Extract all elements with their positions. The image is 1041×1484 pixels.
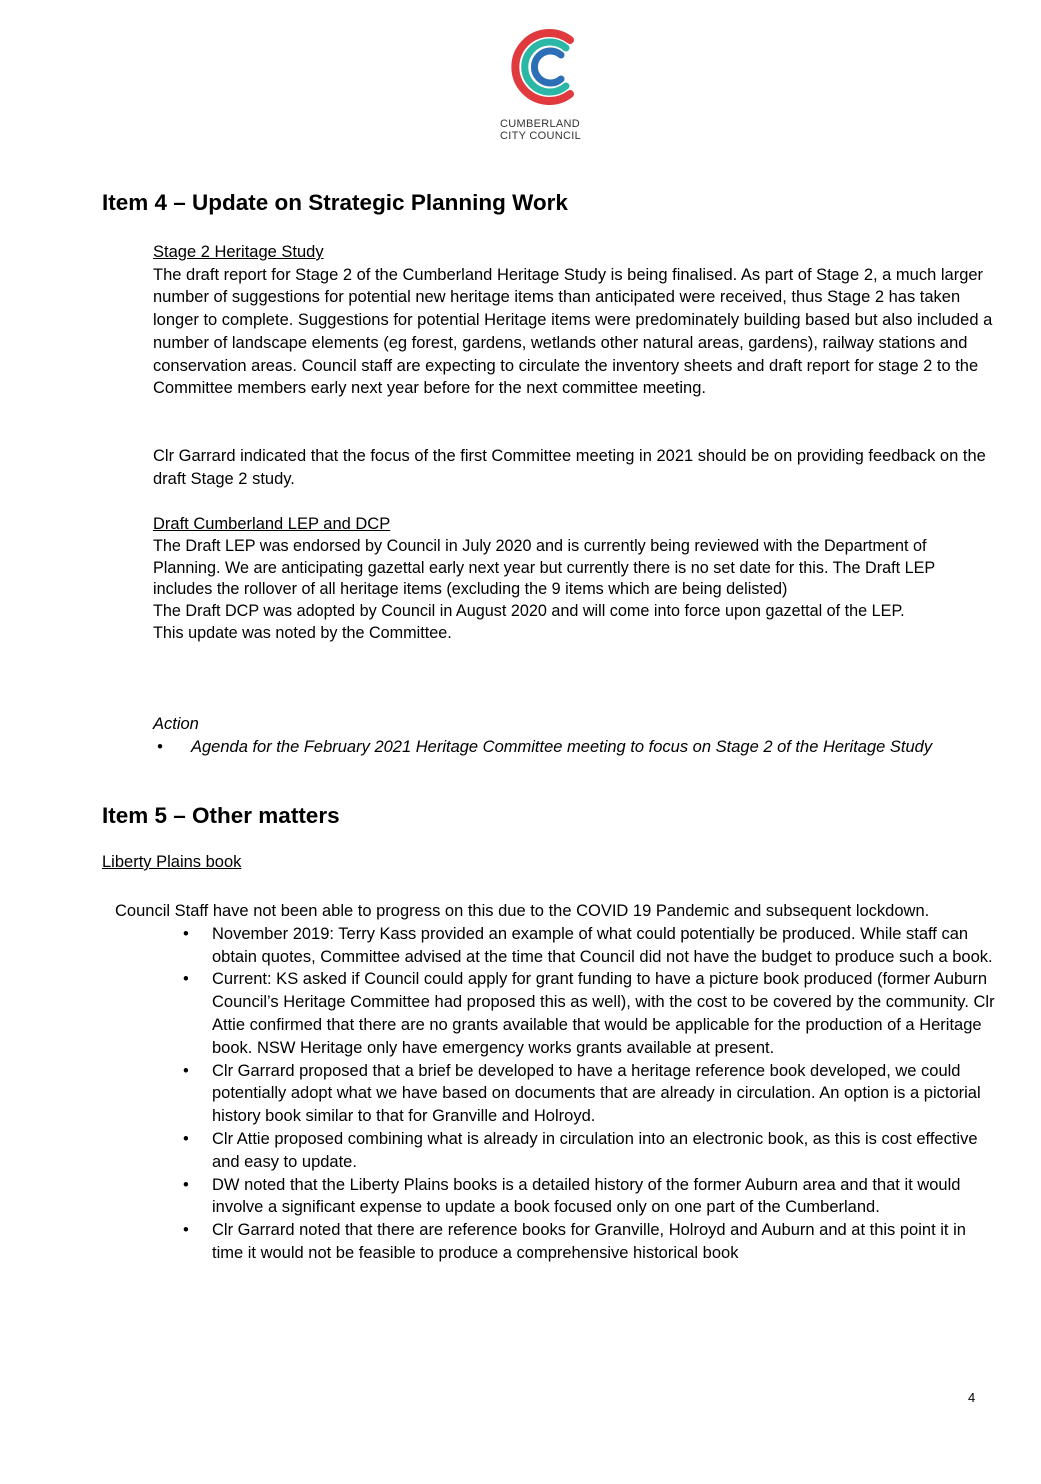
lep-body: The Draft LEP was endorsed by Council in July 2020 and is currently being reviewed with the Department of Planning. We are anticipating gazettal early next year but currently there is no set date for this. The Draft LEP includes the rollover of all heritage items (excluding the 9 items which are being delisted) <box>153 536 935 599</box>
liberty-plains-subheading: Liberty Plains book <box>102 853 242 871</box>
item5-heading: Item 5 – Other matters <box>102 803 340 828</box>
page-number: 4 <box>968 1390 976 1405</box>
list-item: • November 2019: Terry Kass provided an example of what could potentially be produced. While staff can obtain quotes, Committee advised at the time that Council did not have the budget to produce such a book. <box>115 923 995 969</box>
council-logo-icon <box>504 22 594 112</box>
stage2-section <box>153 241 993 400</box>
list-item: • Clr Attie proposed combining what is already in circulation into an electronic book, as this is cost effective and easy to update. <box>115 1128 995 1174</box>
council-logo <box>500 22 600 142</box>
lep-title: Draft Cumberland LEP and DCP <box>153 515 391 533</box>
liberty-plains-section <box>115 900 995 1265</box>
action-section <box>153 713 993 758</box>
garrard-note-section <box>153 445 993 490</box>
logo-line-1: CUMBERLAND <box>500 118 581 130</box>
noted-text: This update was noted by the Committee. <box>153 623 452 642</box>
stage2-title: Stage 2 Heritage Study <box>153 243 324 261</box>
stage2-body: The draft report for Stage 2 of the Cumberland Heritage Study is being finalised. As part of Stage 2, a much larger number of suggestions for potential new heritage items than anticipated were received, thus Stage 2 has taken longer to complete. Suggestions for potential Heritage items were predominately building based but also included a number of landscape elements (eg forest, gardens, wetlands other natural areas, gardens), railway stations and conservation areas. Council staff are expecting to circulate the inventory sheets and draft report for stage 2 to the Committee members early next year before for the next committee meeting. <box>153 265 993 398</box>
liberty-plains-bullets <box>115 923 995 1265</box>
action-label: Action <box>153 715 199 733</box>
list-item: • DW noted that the Liberty Plains books is a detailed history of the former Auburn area and that it would involve a significant expense to update a book focused only on one part of the Cumberland. <box>115 1174 995 1220</box>
lep-section <box>153 514 993 645</box>
list-item: • Clr Garrard noted that there are reference books for Granville, Holroyd and Auburn and at this point it in time it would not be feasible to produce a comprehensive historical book <box>115 1219 995 1265</box>
action-list <box>153 736 993 759</box>
item4-heading: Item 4 – Update on Strategic Planning Work <box>102 190 568 215</box>
logo-line-2: CITY COUNCIL <box>500 130 582 142</box>
list-item: • Clr Garrard proposed that a brief be developed to have a heritage reference book developed, we could potentially adopt what we have based on documents that are already in circulation. An option is a pictorial history book similar to that for Granville and Holroyd. <box>115 1060 995 1128</box>
action-item: • Agenda for the February 2021 Heritage Committee meeting to focus on Stage 2 of the Heritage Study <box>153 736 993 759</box>
dcp-body: The Draft DCP was adopted by Council in August 2020 and will come into force upon gazettal of the LEP. <box>153 602 905 621</box>
liberty-plains-intro: Council Staff have not been able to progress on this due to the COVID 19 Pandemic and subsequent lockdown. <box>115 902 930 920</box>
garrard-note: Clr Garrard indicated that the focus of the first Committee meeting in 2021 should be on providing feedback on the draft Stage 2 study. <box>153 447 986 488</box>
list-item: • Current: KS asked if Council could apply for grant funding to have a picture book produced (former Auburn Council’s Heritage Committee had proposed this as well), with the cost to be covered by the community. Clr Attie confirmed that there are no grants available that would be applicable for the production of a Heritage book. NSW Heritage only have emergency works grants available at present. <box>115 968 995 1059</box>
